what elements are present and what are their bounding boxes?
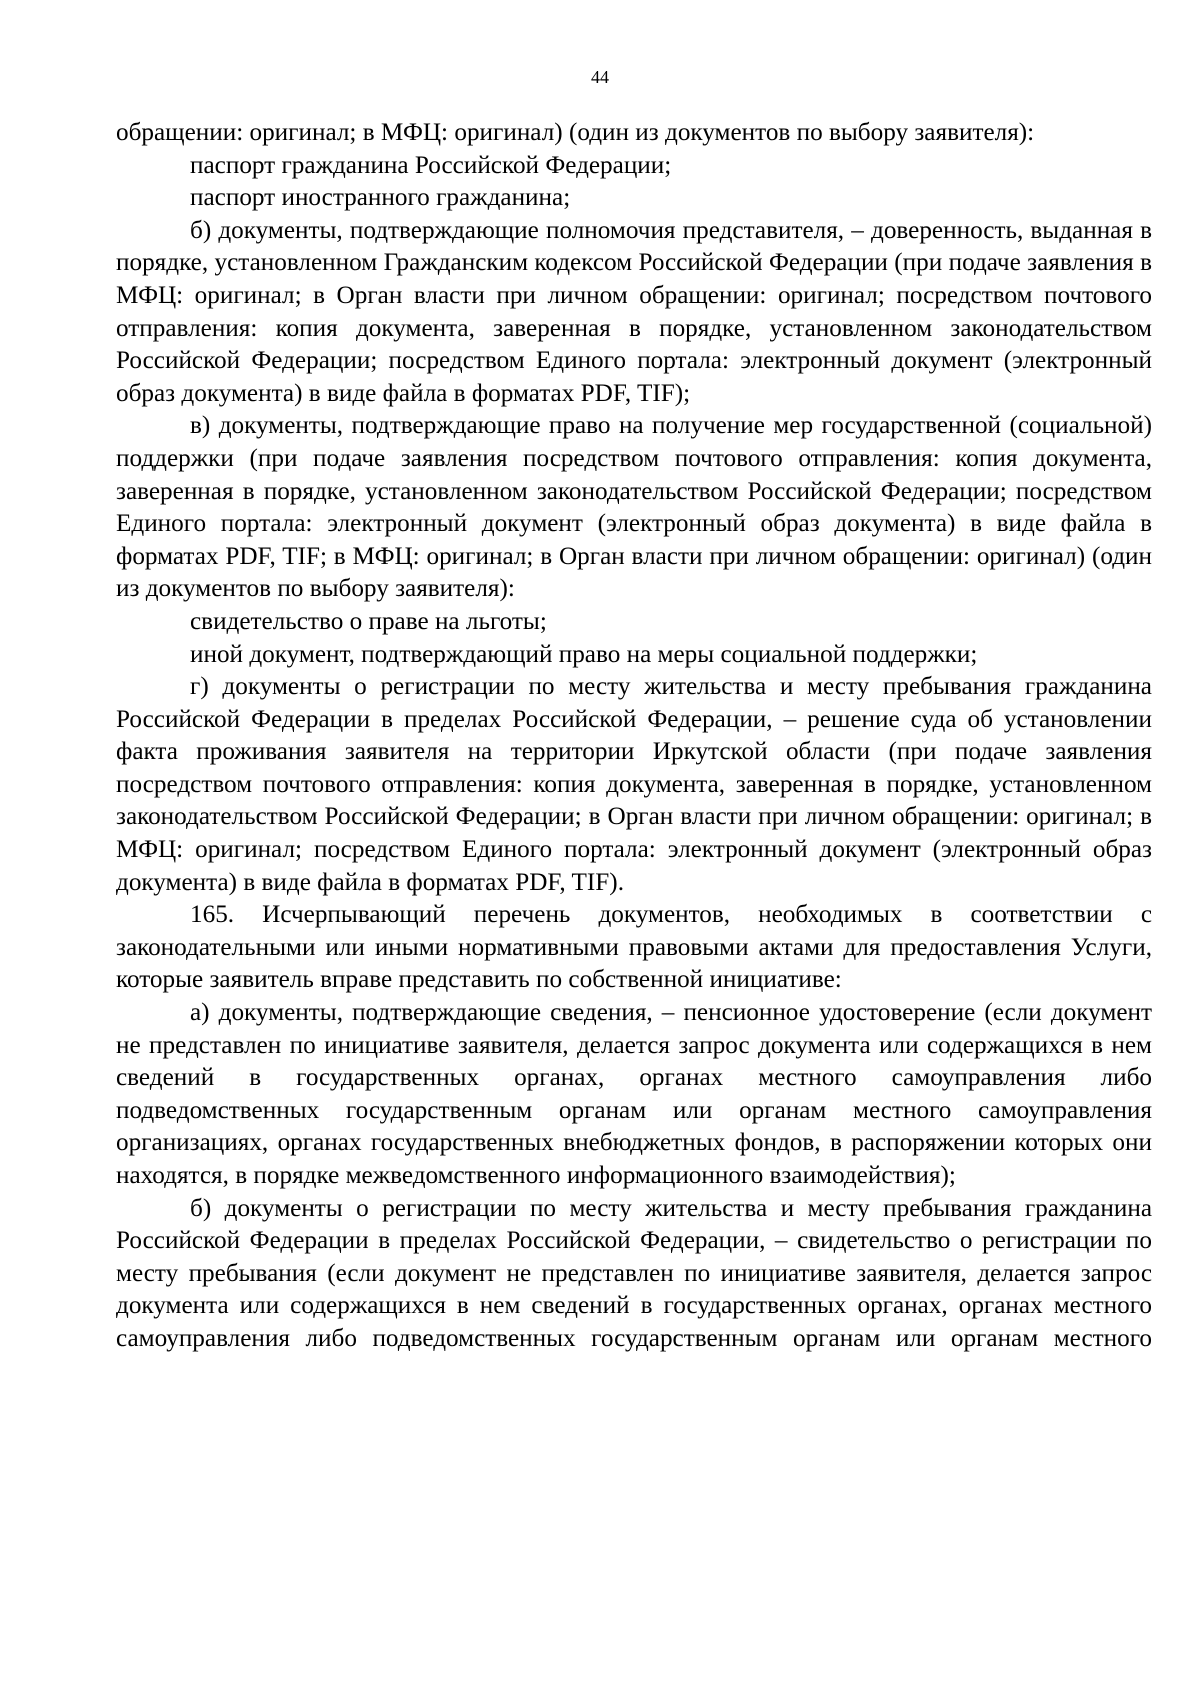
paragraph-continuation: обращении: оригинал; в МФЦ: оригинал) (один из документов по выбору заявителя): bbox=[116, 119, 1035, 146]
list-item-benefits-certificate: свидетельство о праве на льготы; bbox=[190, 607, 547, 635]
paragraph-165: 165. Исчерпывающий перечень документов, необходимых в соответствии с законодательными или иными нормативными правовыми актами для предоставления Услуги, которые заявитель вправе представить по собственной инициативе: bbox=[116, 901, 1152, 994]
paragraph-g-registration: г) документы о регистрации по месту жительства и месту пребывания гражданина Российской Федерации в пределах Российской Федерации, – решение суда об установлении факта проживания заявителя на территории Иркутской области (при подаче заявления посредством почтового отправления: копия документа, заверенная в порядке, установленном законодательством Российской Федерации; в Орган власти при личном обращении: оригинал; в МФЦ: оригинал; посредством Единого портала: электронный документ (электронный образ документа) в виде файла в форматах PDF, TIF). bbox=[116, 673, 1152, 896]
list-item-other-document: иной документ, подтверждающий право на меры социальной поддержки; bbox=[190, 640, 978, 668]
list-item-passport-foreign: паспорт иностранного гражданина; bbox=[190, 184, 571, 212]
page-number: 44 bbox=[591, 67, 609, 87]
paragraph-b-registration: б) документы о регистрации по месту жительства и месту пребывания гражданина Российской Федерации в пределах Российской Федерации, – свидетельство о регистрации по месту пребывания (если документ не представлен по инициативе заявителя, делается запрос документа или содержащихся в нем сведений в государственных органах, органах местного самоуправления либо подведомственных государственным органам или органам местного bbox=[116, 1194, 1152, 1352]
list-item-passport-rf: паспорт гражданина Российской Федерации; bbox=[190, 151, 672, 179]
paragraph-a-pension: а) документы, подтверждающие сведения, – пенсионное удостоверение (если документ не представлен по инициативе заявителя, делается запрос документа или содержащихся в нем сведений в государственных органах, органах местного самоуправления либо подведомственных государственным органам или органам местного самоуправления организациях, органах государственных внебюджетных фондов, в распоряжении которых они находятся, в порядке межведомственного информационного взаимодействия); bbox=[116, 999, 1152, 1189]
paragraph-b-representative: б) документы, подтверждающие полномочия представителя, – доверенность, выданная в порядке, установленном Гражданским кодексом Российской Федерации (при подаче заявления в МФЦ: оригинал; в Орган власти при личном обращении: оригинал; посредством почтового отправления: копия документа, заверенная в порядке, установленном законодательством Российской Федерации; посредством Единого портала: электронный документ (электронный образ документа) в виде файла в форматах PDF, TIF); bbox=[116, 216, 1152, 407]
paragraph-v-support-rights: в) документы, подтверждающие право на получение мер государственной (социальной) поддержки (при подаче заявления посредством почтового отправления: копия документа, заверенная в порядке, установленном законодательством Российской Федерации; посредством Единого портала: электронный документ (электронный образ документа) в виде файла в форматах PDF, TIF; в МФЦ: оригинал; в Орган власти при личном обращении: оригинал) (один из документов по выбору заявителя): bbox=[116, 412, 1152, 603]
document-body bbox=[116, 117, 1152, 1356]
